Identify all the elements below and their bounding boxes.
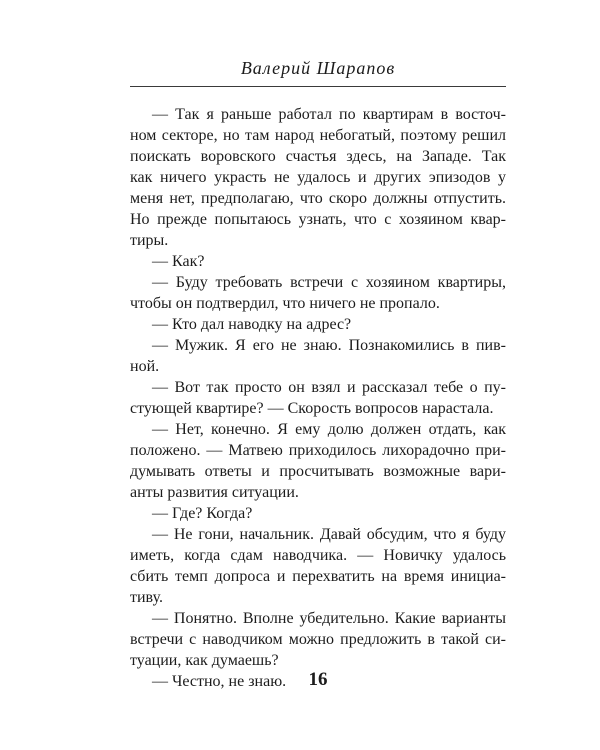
paragraph	[130, 503, 506, 524]
text-line: — Мужик. Я его не знаю. Познакомились в пив-	[152, 337, 506, 354]
text-line: — Не гони, начальник. Давай обсудим, что я буду	[152, 526, 506, 543]
author-name: Валерий Шарапов	[240, 58, 396, 78]
text-line: тиву.	[130, 589, 163, 606]
text-line: — Вот так просто он взял и рассказал тебе о пу-	[152, 379, 506, 396]
paragraph	[130, 335, 506, 377]
paragraph	[130, 314, 506, 335]
paragraph	[130, 104, 506, 251]
paragraph	[130, 272, 506, 314]
text-line: — Нет, конечно. Я ему долю должен отдать, как	[152, 421, 506, 438]
paragraph	[130, 419, 506, 503]
text-line: — Так я раньше работал по квартирам в восточ-	[152, 106, 506, 123]
text-line: встречи с наводчиком можно предложить в такой си-	[130, 631, 506, 648]
header-divider	[130, 86, 506, 87]
text-line: ном секторе, но там народ небогатый, поэтому решил	[130, 127, 506, 144]
paragraph	[130, 251, 506, 272]
text-line: положено. — Матвею приходилось лихорадочно при-	[130, 442, 506, 459]
text-line: туации, как думаешь?	[130, 652, 279, 669]
paragraph	[130, 524, 506, 608]
text-line: сбить темп допроса и перехватить на время инициа-	[130, 568, 506, 585]
text-line: поискать воровского счастья здесь, на Западе. Так	[130, 148, 506, 165]
text-line: думывать ответы и просчитывать возможные вари-	[130, 463, 506, 480]
body-text	[130, 104, 506, 692]
page-number: 16	[308, 669, 328, 690]
text-line: иметь, когда сдам наводчика. — Новичку удалось	[130, 547, 506, 564]
text-line: анты развития ситуации.	[130, 484, 299, 501]
text-line: чтобы он подтвердил, что ничего не пропало.	[130, 295, 440, 312]
text-line: меня нет, предполагаю, что скоро должны отпустить.	[130, 190, 506, 207]
running-header	[130, 56, 506, 86]
text-line: Но прежде попытаюсь узнать, что с хозяином квар-	[130, 211, 506, 228]
text-line: — Как?	[152, 253, 205, 270]
text-line: — Кто дал наводку на адрес?	[152, 316, 352, 333]
text-line: ной.	[130, 358, 160, 375]
paragraph	[130, 377, 506, 419]
text-line: — Честно, не знаю.	[152, 673, 287, 690]
text-line: как ничего украсть не удалось и других эпизодов у	[130, 169, 506, 186]
text-line: — Где? Когда?	[152, 505, 253, 522]
text-line: стующей квартире? — Скорость вопросов нарастала.	[130, 400, 494, 417]
text-line: — Понятно. Вполне убедительно. Какие варианты	[152, 610, 506, 627]
text-line: — Буду требовать встречи с хозяином квартиры,	[152, 274, 506, 291]
text-line: тиры.	[130, 232, 169, 249]
paragraph	[130, 608, 506, 671]
